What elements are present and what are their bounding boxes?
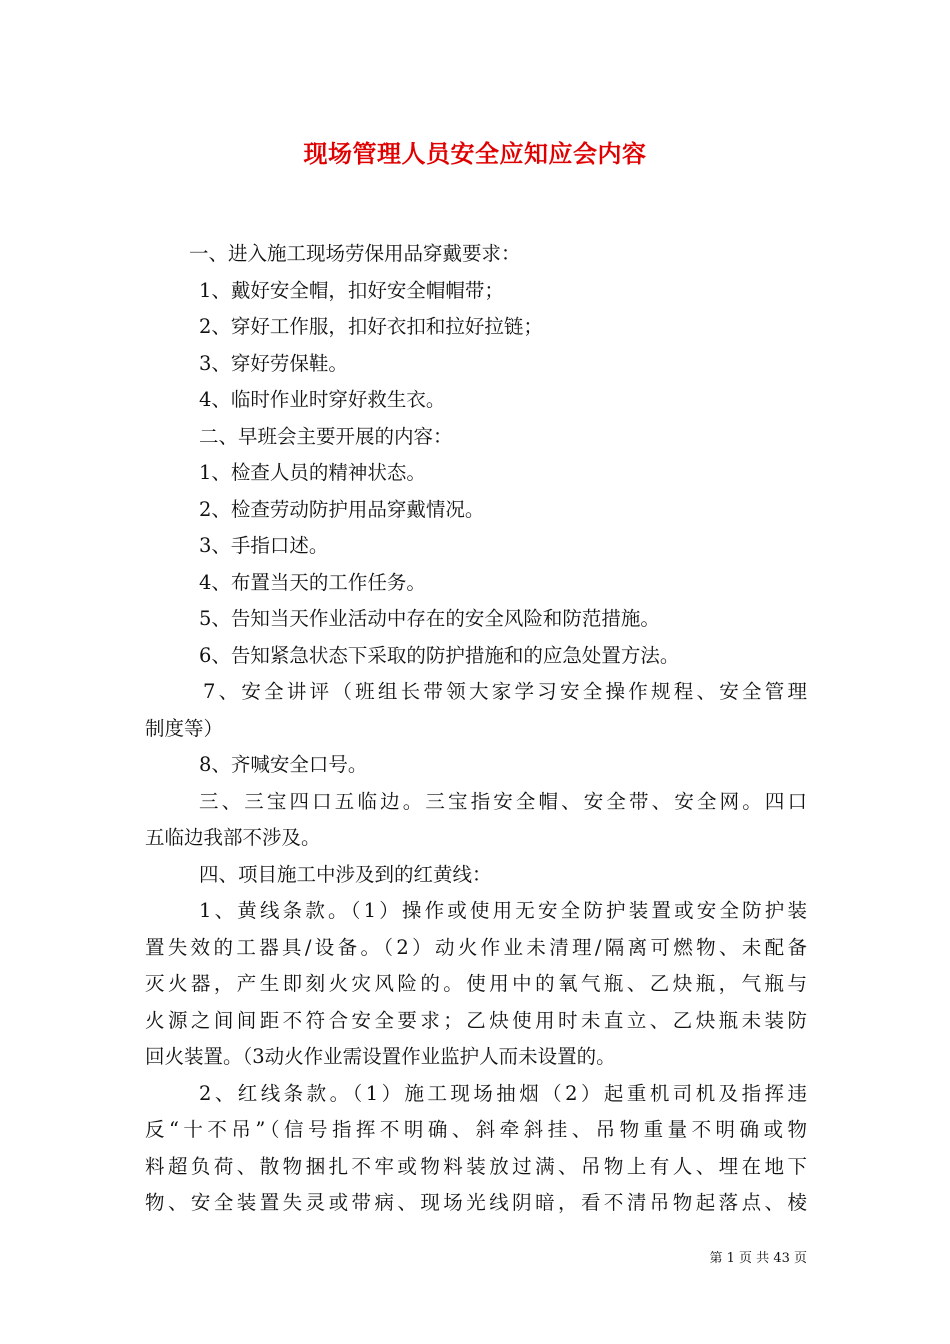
body-line: 4、布置当天的工作任务。 (199, 570, 426, 594)
body-line: 火源之间间距不符合安全要求；乙炔使用时未直立、乙炔瓶未装防 (145, 1008, 807, 1032)
body-line: 一、进入施工现场劳保用品穿戴要求： (189, 242, 521, 265)
body-line: 5、告知当天作业活动中存在的安全风险和防范措施。 (199, 607, 660, 630)
body-line: 三、三宝四口五临边。三宝指安全帽、安全带、安全网。四口 (199, 789, 807, 813)
body-line: 6、告知紧急状态下采取的防护措施和的应急处置方法。 (199, 643, 680, 667)
body-line: 7、安全讲评（班组长带领大家学习安全操作规程、安全管理 (203, 680, 807, 703)
body-line: 1、戴好安全帽，扣好安全帽帽带； (199, 278, 504, 302)
document-title: 现场管理人员安全应知应会内容 (303, 139, 647, 168)
body-line: 2、穿好工作服，扣好衣扣和拉好拉链； (199, 315, 543, 338)
body-line: 回火装置。（3动火作业需设置作业监护人而未设置的。 (145, 1045, 616, 1068)
body-line: 料超负荷、散物捆扎不牢或物料装放过满、吊物上有人、埋在地下 (145, 1154, 807, 1178)
body-line: 反“十不吊”（信号指挥不明确、斜牵斜挂、吊物重量不明确或物 (145, 1118, 807, 1141)
body-line: 4、临时作业时穿好救生衣。 (199, 388, 446, 411)
body-line: 3、穿好劳保鞋。 (199, 351, 348, 375)
body-line: 四、项目施工中涉及到的红黄线： (199, 862, 492, 886)
document-body (145, 236, 807, 1222)
body-line: 1、黄线条款。（1）操作或使用无安全防护装置或安全防护装 (199, 899, 807, 922)
body-line: 3、手指口述。 (199, 534, 329, 557)
body-line: 灭火器，产生即刻火灾风险的。使用中的氧气瓶、乙炔瓶，气瓶与 (145, 972, 807, 995)
body-line: 制度等） (145, 716, 224, 740)
body-line: 2、红线条款。（1）施工现场抽烟（2）起重机司机及指挥违 (199, 1081, 807, 1105)
body-line: 置失效的工器具/设备。（2）动火作业未清理/隔离可燃物、未配备 (145, 935, 807, 959)
page-number: 第 1 页 共 43 页 (709, 1251, 807, 1266)
body-line: 8、齐喊安全口号。 (199, 753, 368, 776)
body-line: 二、早班会主要开展的内容： (199, 424, 453, 448)
body-line: 物、安全装置失灵或带病、现场光线阴暗，看不清吊物起落点、棱 (145, 1191, 807, 1214)
body-line: 五临边我部不涉及。 (145, 826, 321, 849)
body-line: 2、检查劳动防护用品穿戴情况。 (199, 497, 485, 521)
body-line: 1、检查人员的精神状态。 (199, 461, 426, 484)
